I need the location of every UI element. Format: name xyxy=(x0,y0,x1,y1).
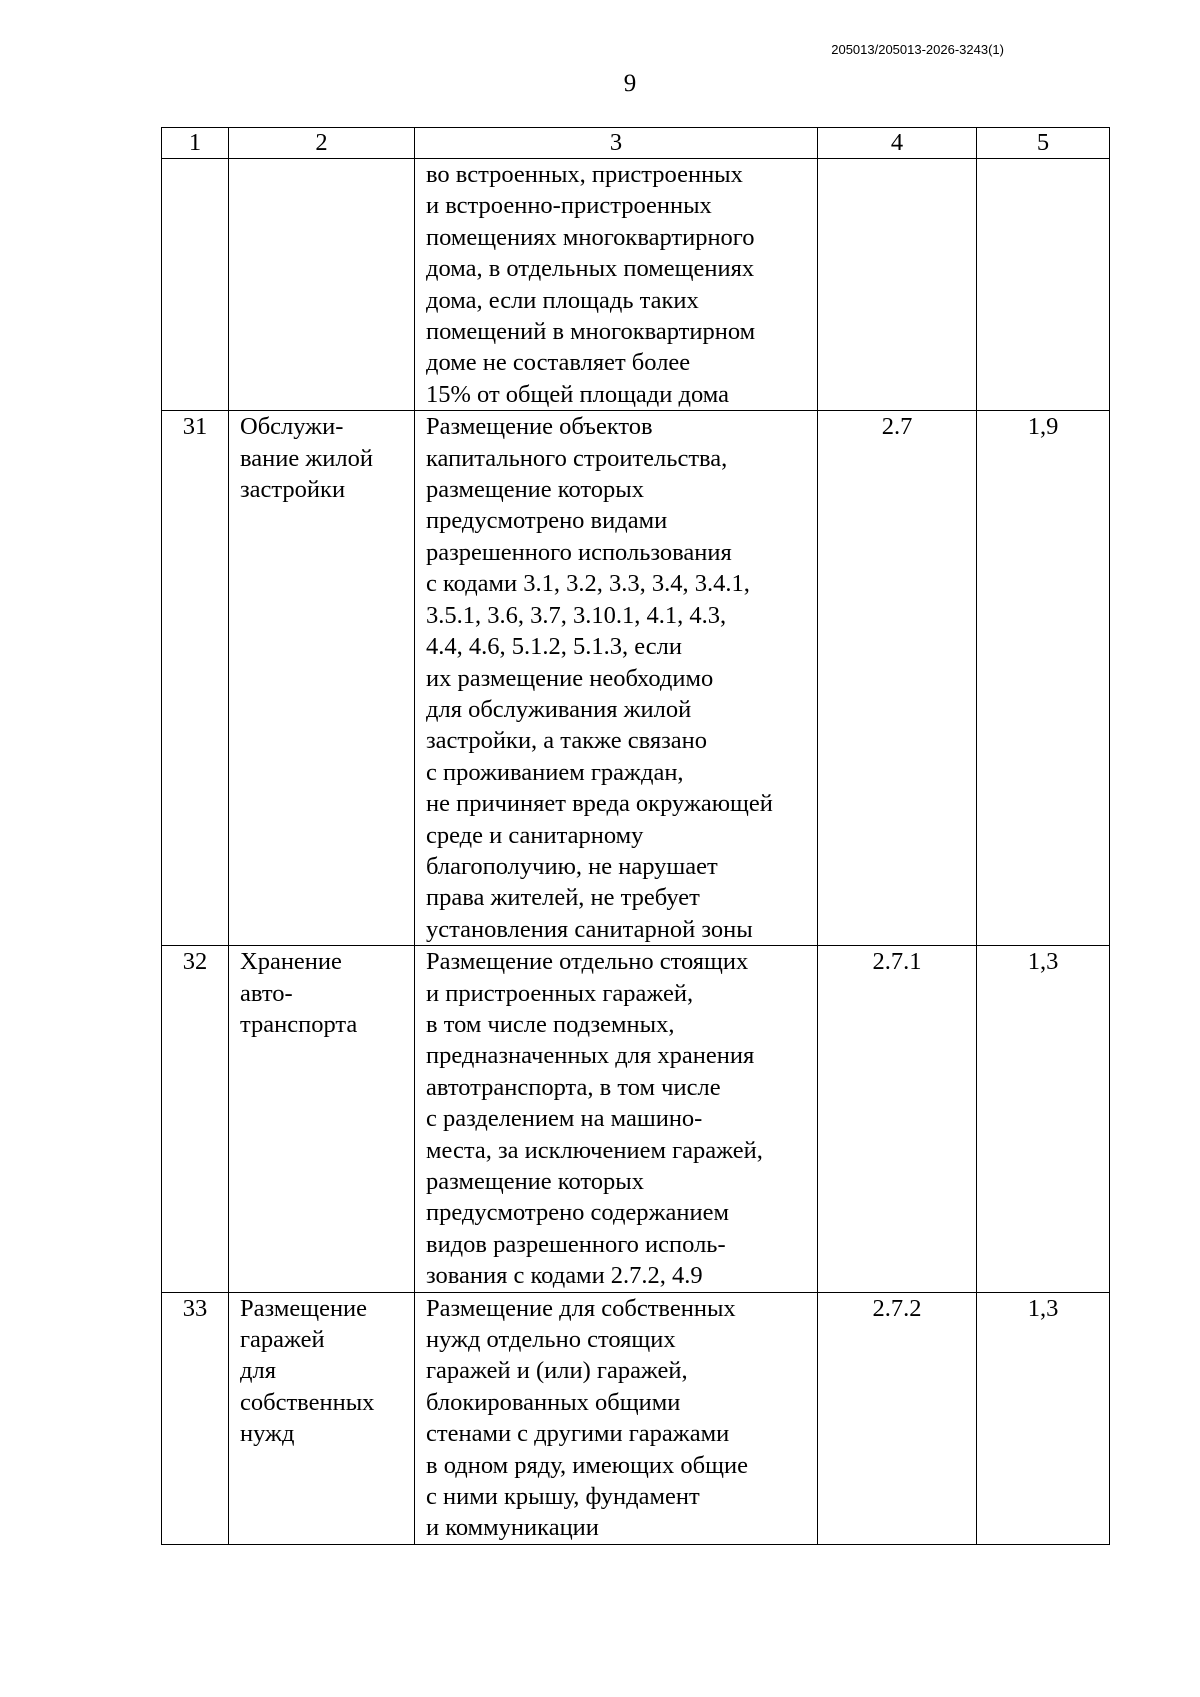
use-name-cell: Хранение авто- транспорта xyxy=(229,946,415,1292)
table-row-continuation xyxy=(162,159,1110,411)
table-header-row xyxy=(162,128,1110,159)
coefficient-cell: 1,3 xyxy=(977,946,1110,1292)
use-name-cell: Обслужи- вание жилой застройки xyxy=(229,411,415,946)
coefficient-cell xyxy=(977,159,1110,411)
use-description-cell: Размещение объектов капитального строительства, размещение которых предусмотрено видами разрешенного использования с кодами 3.1, 3.2, 3.3, 3.4, 3.4.1, 3.5.1, 3.6, 3.7, 3.10.1, 4.1, 4.3, 4.4, 4.6, 5.1.2, 5.1.3, если их размещение необходимо для обслуживания жилой застройки, а также связано с проживанием граждан, не причиняет вреда окружающей среде и санитарному благополучию, не нарушает права жителей, не требует установления санитарной зоны xyxy=(415,411,818,946)
use-code-cell: 2.7.1 xyxy=(818,946,977,1292)
use-name-cell xyxy=(229,159,415,411)
coefficient-cell: 1,3 xyxy=(977,1292,1110,1544)
use-code-cell xyxy=(818,159,977,411)
coefficient-cell: 1,9 xyxy=(977,411,1110,946)
use-code-cell: 2.7 xyxy=(818,411,977,946)
column-header-1: 1 xyxy=(162,128,229,159)
row-number-cell xyxy=(162,159,229,411)
column-header-5: 5 xyxy=(977,128,1110,159)
document-id: 205013/205013-2026-3243(1) xyxy=(831,42,1004,57)
column-header-3: 3 xyxy=(415,128,818,159)
use-description-cell: Размещение отдельно стоящих и пристроенных гаражей, в том числе подземных, предназначенных для хранения автотранспорта, в том числе с разделением на машино- места, за исключением гаражей, размещение которых предусмотрено содержанием видов разрешенного исполь- зования с кодами 2.7.2, 4.9 xyxy=(415,946,818,1292)
use-name-cell: Размещение гаражей для собственных нужд xyxy=(229,1292,415,1544)
row-number-cell: 31 xyxy=(162,411,229,946)
table-row xyxy=(162,411,1110,946)
page-number: 9 xyxy=(623,70,637,97)
use-description-cell: во встроенных, пристроенных и встроенно-пристроенных помещениях многоквартирного дома, в отдельных помещениях дома, если площадь таких помещений в многоквартирном доме не составляет более 15% от общей площади дома xyxy=(415,159,818,411)
row-number-cell: 33 xyxy=(162,1292,229,1544)
table-row xyxy=(162,946,1110,1292)
land-use-table xyxy=(161,127,1110,1545)
row-number-cell: 32 xyxy=(162,946,229,1292)
use-code-cell: 2.7.2 xyxy=(818,1292,977,1544)
column-header-4: 4 xyxy=(818,128,977,159)
use-description-cell: Размещение для собственных нужд отдельно стоящих гаражей и (или) гаражей, блокированных общими стенами с другими гаражами в одном ряду, имеющих общие с ними крышу, фундамент и коммуникации xyxy=(415,1292,818,1544)
column-header-2: 2 xyxy=(229,128,415,159)
table-row xyxy=(162,1292,1110,1544)
